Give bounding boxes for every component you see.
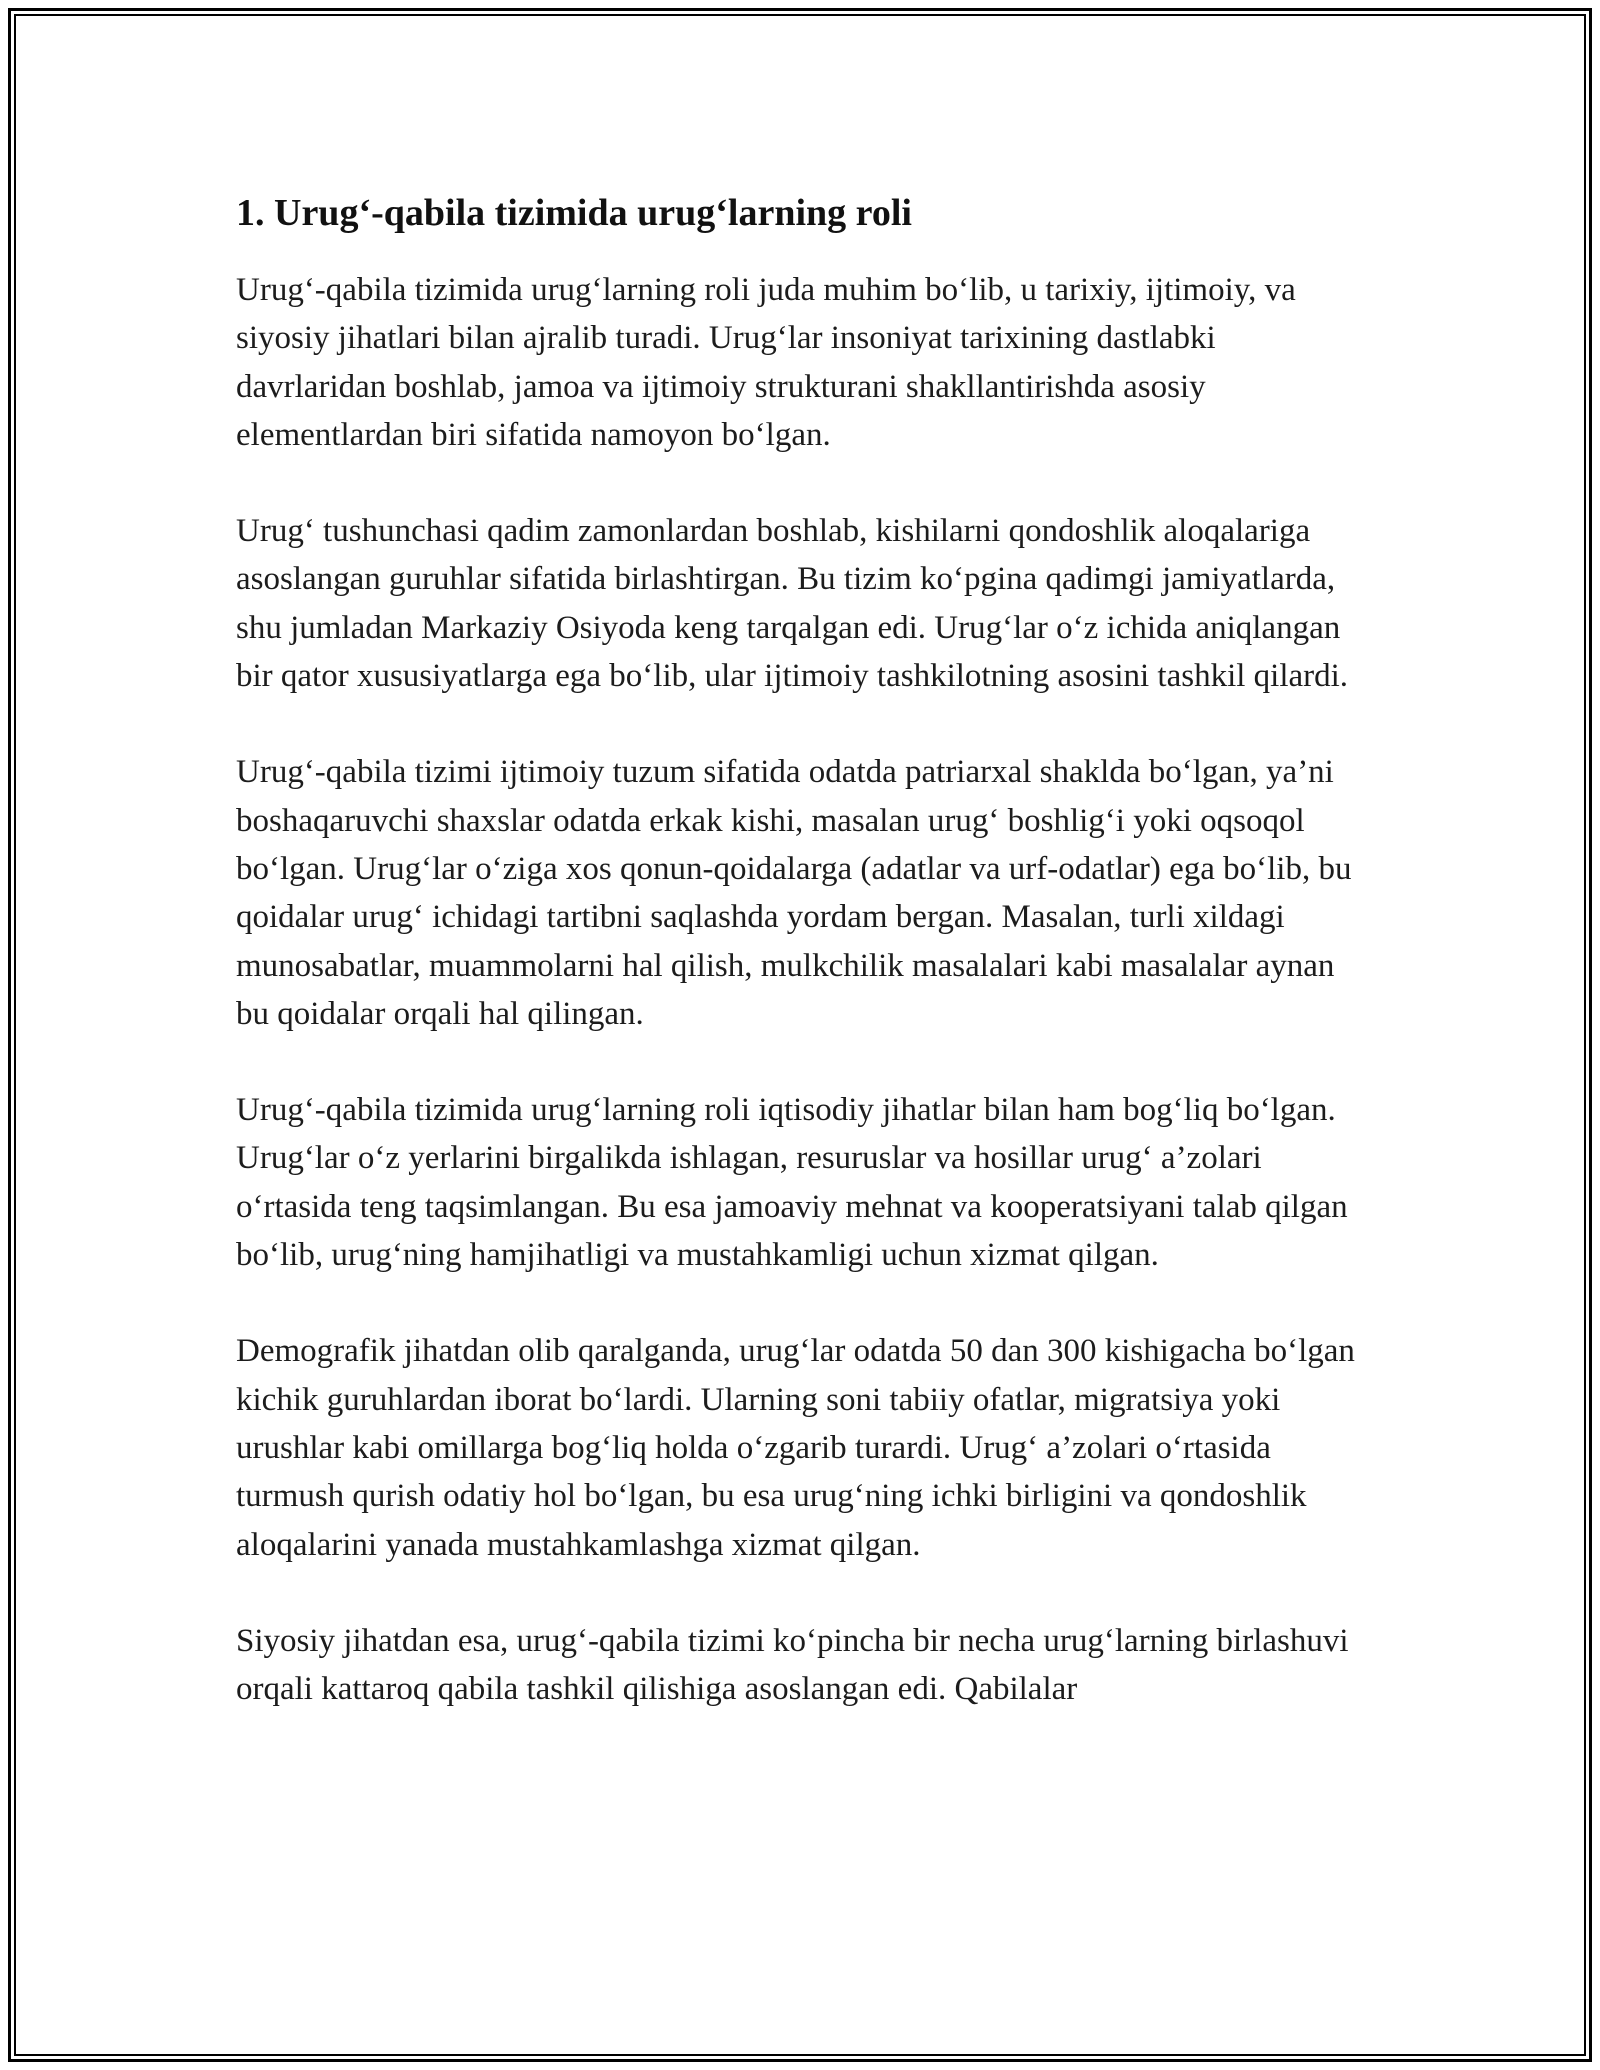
paragraph-intro: Urug‘-qabila tizimida urug‘larning roli juda muhim bo‘lib, u tarixiy, ijtimoiy, va siyosiy jihatlari bilan ajralib turadi. Urug‘lar insoniyat tarixining dastlabki davrlaridan boshlab, jamoa va ijtimoiy strukturani shakllantirishda asosiy elementlardan biri sifatida namoyon bo‘lgan.	[236, 272, 1296, 453]
paragraph-economic: Urug‘-qabila tizimida urug‘larning roli iqtisodiy jihatlar bilan ham bog‘liq bo‘lgan. Urug‘lar o‘z yerlarini birgalikda ishlagan, resuruslar va hosillar urug‘ a’zolari o‘rtasida teng taqsimlangan. Bu esa jamoaviy mehnat va kooperatsiyani talab qilgan bo‘lib, urug‘ning hamjihatligi va mustahkamligi uchun xizmat qilgan.	[236, 1092, 1348, 1274]
paragraph-demographic: Demografik jihatdan olib qaralganda, urug‘lar odatda 50 dan 300 kishigacha bo‘lgan kichik guruhlardan iborat bo‘lardi. Ularning soni tabiiy ofatlar, migratsiya yoki urushlar kabi omillarga bog‘liq holda o‘zgarib turardi. Urug‘ a’zolari o‘rtasida turmush qurish odatiy hol bo‘lgan, bu esa urug‘ning ichki birligini va qondoshlik aloqalarini yanada mustahkamlashga xizmat qilgan.	[236, 1333, 1355, 1563]
document-body	[236, 186, 1371, 1761]
section-heading: 1. Urug‘-qabila tizimida urug‘larning roli	[236, 192, 912, 234]
paragraph-concept: Urug‘ tushunchasi qadim zamonlardan boshlab, kishilarni qondoshlik aloqalariga asoslangan guruhlar sifatida birlashtirgan. Bu tizim ko‘pgina qadimgi jamiyatlarda, shu jumladan Markaziy Osiyoda keng tarqalgan edi. Urug‘lar o‘z ichida aniqlangan bir qator xususiyatlarga ega bo‘lib, ular ijtimoiy tashkilotning asosini tashkil qilardi.	[236, 513, 1349, 695]
paragraph-social-structure: Urug‘-qabila tizimi ijtimoiy tuzum sifatida odatda patriarxal shaklda bo‘lgan, ya’ni boshaqaruvchi shaxslar odatda erkak kishi, masalan urug‘ boshlig‘i yoki oqsoqol bo‘lgan. Urug‘lar o‘ziga xos qonun-qoidalarga (adatlar va urf-odatlar) ega bo‘lib, bu qoidalar urug‘ ichidagi tartibni saqlashda yordam bergan. Masalan, turli xildagi munosabatlar, muammolarni hal qilish, mulkchilik masalalari kabi masalalar aynan bu qoidalar orqali hal qilingan.	[236, 754, 1352, 1032]
paragraph-political: Siyosiy jihatdan esa, urug‘-qabila tizimi ko‘pincha bir necha urug‘larning birlashuvi orqali kattaroq qabila tashkil qilishiga asoslangan edi. Qabilalar	[236, 1622, 1349, 1708]
